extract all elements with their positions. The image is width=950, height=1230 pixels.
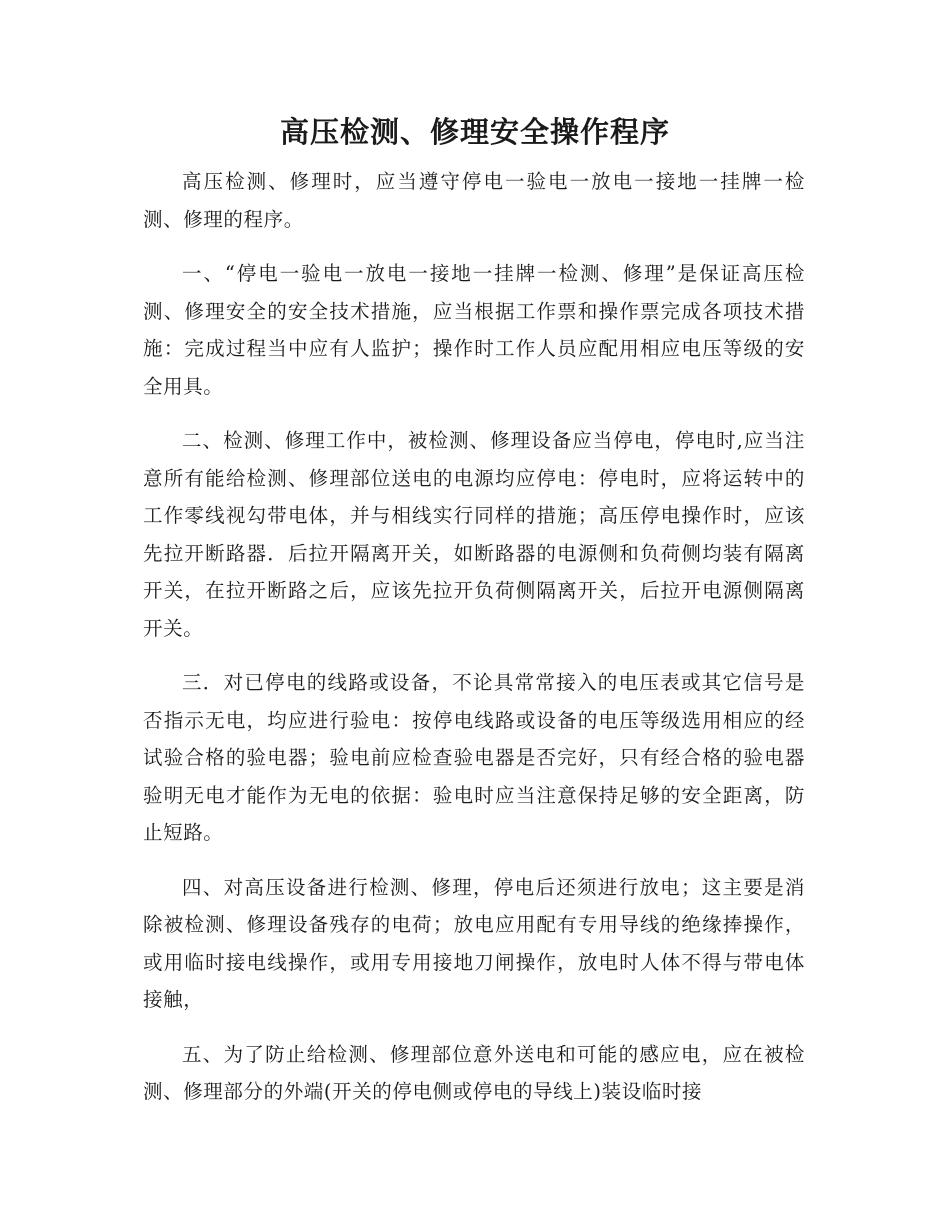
paragraph-section-1: 一、“停电一验电一放电一接地一挂牌一检测、修理”是保证高压检测、修理安全的安全技术措施，应当根据工作票和操作票完成各项技术措施：完成过程当中应有人监护；操作时工作人员应配用相应电压等级的安全用具。	[143, 262, 805, 398]
paragraph-intro: 高压检测、修理时，应当遵守停电一验电一放电一接地一挂牌一检测、修理的程序。	[143, 170, 805, 231]
document-title: 高压检测、修理安全操作程序	[279, 115, 670, 149]
paragraph-section-4: 四、对高压设备进行检测、修理，停电后还须进行放电；这主要是消除被检测、修理设备残存的电荷；放电应用配有专用导线的绝缘捧操作，或用临时接电线操作，或用专用接地刀闸操作，放电时人体不得与带电体接触，	[143, 875, 805, 1011]
paragraph-section-5: 五、为了防止给检测、修理部位意外送电和可能的感应电，应在被检测、修理部分的外端(开关的停电侧或停电的导线上)装设临时接	[143, 1042, 805, 1103]
paragraph-section-3: 三．对已停电的线路或设备，不论具常常接入的电压表或其它信号是否指示无电，均应进行验电：按停电线路或设备的电压等级选用相应的经试验合格的验电器；验电前应检查验电器是否完好，只有经合格的验电器验明无电才能作为无电的依据：验电时应当注意保持足够的安全距离，防止短路。	[143, 671, 805, 844]
paragraph-section-2: 二、检测、修理工作中，被检测、修理设备应当停电，停电时,应当注意所有能给检测、修理部位送电的电源均应停电：停电时，应将运转中的工作零线视勾带电体，并与相线实行同样的措施；高压停电操作时，应该先拉开断路器．后拉开隔离开关，如断路器的电源侧和负荷侧均装有隔离开关，在拉开断路之后，应该先拉开负荷侧隔离开关，后拉开电源侧隔离开关。	[143, 429, 805, 640]
document-body	[143, 163, 805, 1128]
